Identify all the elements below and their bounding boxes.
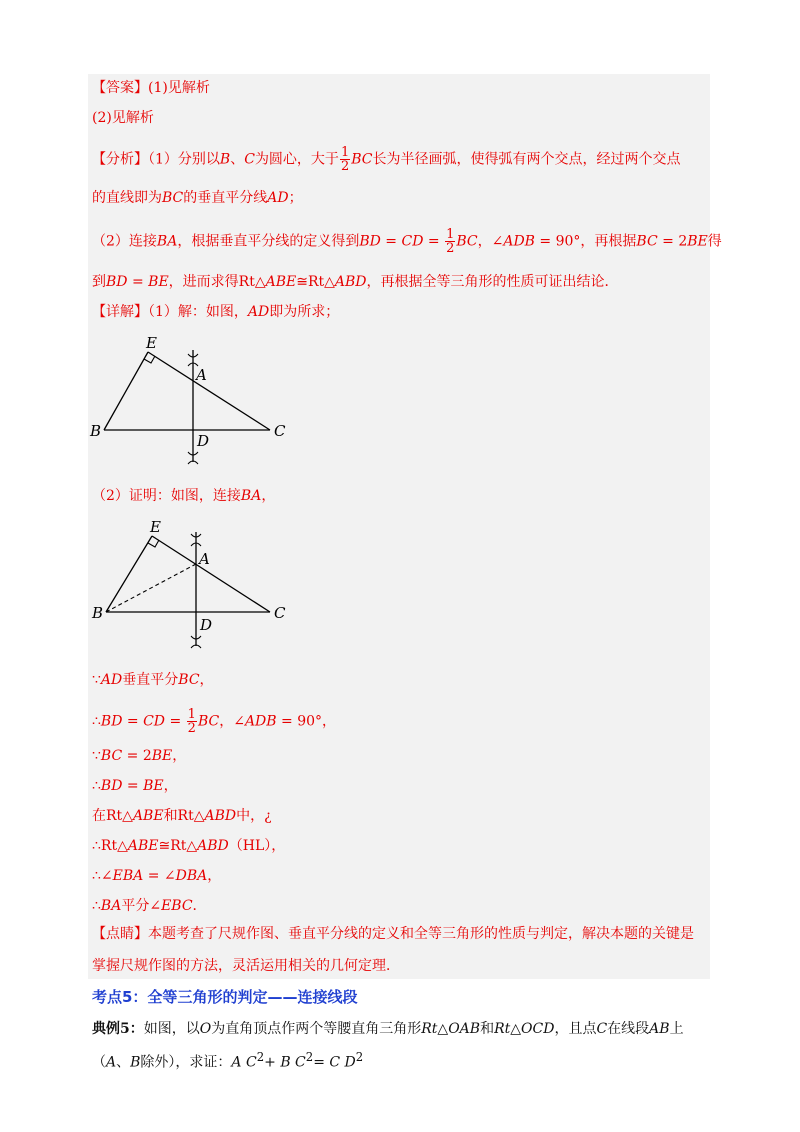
comment-label: 【点睛】: [92, 926, 148, 942]
text: ，: [199, 672, 214, 688]
text: △: [437, 1021, 449, 1037]
var: BC: [197, 713, 220, 730]
proof-line-6: [92, 836, 285, 856]
segment-be: [104, 352, 148, 430]
text: ，: [261, 488, 276, 504]
detail-line-1: [92, 302, 339, 322]
var: BD: [100, 713, 123, 730]
analysis-label: 【分析】: [92, 151, 148, 168]
text: = ∠: [143, 868, 176, 884]
label-b: B: [90, 422, 102, 440]
label-e: E: [146, 334, 157, 352]
text: 平分∠: [121, 898, 162, 914]
text: ∴∠: [92, 868, 113, 884]
var: EBA: [112, 868, 144, 884]
text: =: [122, 778, 144, 794]
fraction-half: [340, 146, 350, 173]
var: CD: [143, 713, 166, 730]
text: （2）连接: [92, 233, 157, 250]
analysis-line-1: [92, 146, 680, 173]
text: 长为半径画弧，使得弧有两个交点，经过两个交点: [372, 151, 681, 168]
proof-line-4: [92, 776, 178, 796]
section-title: 考点5：全等三角形的判定——连接线段: [92, 988, 358, 1006]
segment-ec: [152, 536, 270, 612]
text: +: [264, 1054, 281, 1071]
sup: 2: [305, 1050, 314, 1064]
text: 掌握尺规作图的方法，灵活运用相关的几何定理．: [92, 958, 400, 974]
var: BA: [240, 488, 262, 504]
var: C: [244, 151, 255, 168]
comment-line-2: [92, 956, 400, 976]
figure-1-triangle: [88, 330, 298, 470]
text: 为直角顶点作两个等腰直角三角形: [211, 1021, 422, 1037]
text: （2）证明：如图，连接: [92, 488, 241, 504]
text: ，进而求得Rt△: [168, 274, 266, 290]
frac-den: 2: [187, 721, 196, 736]
var: AD: [267, 190, 289, 206]
answer-part-2: (2)见解析: [92, 110, 154, 126]
analysis-line-2: [92, 188, 303, 208]
fraction-half: [187, 708, 197, 735]
text: （: [92, 1054, 106, 1071]
text: 即为所求；: [269, 304, 340, 320]
label-c: C: [274, 604, 286, 622]
text: （1）分别以: [148, 151, 220, 168]
var: Rt: [494, 1021, 511, 1037]
text: ∵: [92, 748, 101, 764]
text: = 2: [122, 748, 152, 764]
proof-line-2: [92, 708, 336, 735]
text: =: [122, 713, 144, 730]
var: BD: [359, 233, 381, 250]
text: ，: [163, 778, 178, 794]
text: ，且点: [554, 1021, 597, 1037]
label-d: D: [197, 432, 210, 450]
var: ABD: [197, 838, 229, 854]
text: 上: [669, 1021, 684, 1037]
text: 中，¿: [236, 808, 272, 824]
answer-label: 【答案】: [92, 80, 148, 96]
label-e: E: [150, 518, 161, 536]
var: AD: [247, 304, 270, 320]
text: =: [423, 233, 445, 250]
text: ，∠: [477, 233, 504, 250]
text: ，: [172, 748, 187, 764]
text: ∴Rt△: [92, 838, 128, 854]
var: BC: [162, 190, 184, 206]
frac-den: 2: [446, 241, 455, 256]
var: ABE: [127, 838, 159, 854]
text: 、: [116, 1054, 131, 1071]
text: ∴: [92, 778, 101, 794]
text: = 90°，再根据: [534, 233, 637, 250]
label-a: A: [199, 550, 210, 568]
text: 到: [92, 274, 106, 290]
segment-be: [106, 536, 152, 612]
frac-num: 1: [340, 145, 350, 160]
label-c: C: [274, 422, 286, 440]
var: CD: [401, 233, 424, 250]
text: 如图，以: [143, 1021, 200, 1037]
text: = 2: [657, 233, 688, 250]
var: OCD: [521, 1021, 555, 1037]
detail-label: 【详解】: [92, 304, 148, 320]
segment-ec: [148, 352, 270, 430]
var: ABE: [132, 808, 164, 824]
var: OAB: [448, 1021, 481, 1037]
text: ，再根据全等三角形的性质可证出结论．: [366, 274, 619, 290]
proof-line-1: [92, 670, 214, 690]
var: ABE: [265, 274, 297, 290]
var: ADB: [503, 233, 535, 250]
frac-den: 2: [340, 159, 350, 174]
answer-part-1: (1)见解析: [148, 80, 210, 96]
text: ≅Rt△: [296, 274, 335, 290]
var: BA: [156, 233, 178, 250]
comment-line-1: [92, 924, 694, 944]
analysis-line-4: [92, 272, 619, 292]
proof-line-8: [92, 896, 207, 916]
label-b: B: [92, 604, 104, 622]
var: B C: [280, 1054, 306, 1071]
fraction-half: [445, 228, 455, 255]
text: ∴: [92, 713, 101, 730]
var: BC: [636, 233, 658, 250]
proof-line-3: [92, 746, 186, 766]
var: BC: [178, 672, 200, 688]
var: BC: [456, 233, 478, 250]
text: 的垂直平分线: [183, 190, 268, 206]
var: BE: [143, 778, 164, 794]
text: ，∠: [219, 713, 245, 730]
var: B: [130, 1054, 141, 1071]
var: C D: [329, 1054, 356, 1071]
label-a: A: [196, 366, 207, 384]
var: C: [596, 1021, 608, 1037]
var: Rt: [421, 1021, 438, 1037]
text: ∵: [92, 672, 101, 688]
var: BE: [148, 274, 169, 290]
analysis-line-3: [92, 228, 722, 255]
var: DBA: [175, 868, 208, 884]
text: 在线段: [607, 1021, 650, 1037]
var: A: [106, 1054, 117, 1071]
text: =: [165, 713, 186, 730]
proof-line-5: [92, 806, 272, 826]
sup: 2: [355, 1050, 364, 1064]
frac-num: 1: [187, 707, 196, 722]
text: △: [510, 1021, 522, 1037]
var: B: [219, 151, 231, 168]
var: BC: [351, 151, 373, 168]
text: 、: [230, 151, 245, 168]
text: =: [313, 1054, 330, 1071]
var: AD: [100, 672, 123, 688]
proof-line-7: [92, 866, 221, 886]
var: ABD: [334, 274, 367, 290]
text: ∴: [92, 898, 101, 914]
var: AB: [649, 1021, 670, 1037]
text: （1）解：如图，: [148, 304, 248, 320]
answer-line-1: [92, 78, 210, 98]
text: （HL），: [228, 838, 286, 854]
text: 在Rt△: [92, 808, 133, 824]
label-d: D: [200, 616, 213, 634]
text: 得: [707, 233, 722, 250]
example-line-1: [92, 1018, 684, 1038]
var: BE: [687, 233, 708, 250]
var: ADB: [244, 713, 277, 730]
var: BC: [100, 748, 123, 764]
text: ．: [192, 898, 207, 914]
example-label: 典例5：: [92, 1021, 144, 1037]
text: 和: [480, 1021, 495, 1037]
var: BD: [106, 274, 128, 290]
text: ，: [207, 868, 222, 884]
var: A C: [231, 1054, 257, 1071]
sup: 2: [256, 1050, 265, 1064]
detail-line-2: [92, 486, 275, 506]
text: 和Rt△: [163, 808, 205, 824]
text: 的直线即为: [92, 190, 162, 206]
text: 除外），求证：: [140, 1054, 232, 1071]
var: O: [199, 1021, 212, 1037]
answer-line-2: [92, 108, 154, 128]
text: 垂直平分: [122, 672, 179, 688]
var: BE: [151, 748, 173, 764]
segment-ba-dashed: [106, 564, 196, 612]
var: BD: [100, 778, 123, 794]
text: =: [127, 274, 149, 290]
text: ≅Rt△: [158, 838, 198, 854]
var: ABD: [204, 808, 237, 824]
figure-2-triangle: [88, 512, 298, 654]
text: =: [380, 233, 402, 250]
text: ；: [288, 190, 303, 206]
text: 本题考查了尺规作图、垂直平分线的定义和全等三角形的性质与判定，解决本题的关键是: [148, 926, 694, 942]
text: = 90°，: [276, 713, 337, 730]
example-line-2: [92, 1050, 363, 1072]
text: 为圆心，大于: [254, 151, 339, 168]
frac-num: 1: [446, 227, 455, 242]
var: EBC: [161, 898, 193, 914]
text: ，根据垂直平分线的定义得到: [177, 233, 360, 250]
var: BA: [100, 898, 122, 914]
